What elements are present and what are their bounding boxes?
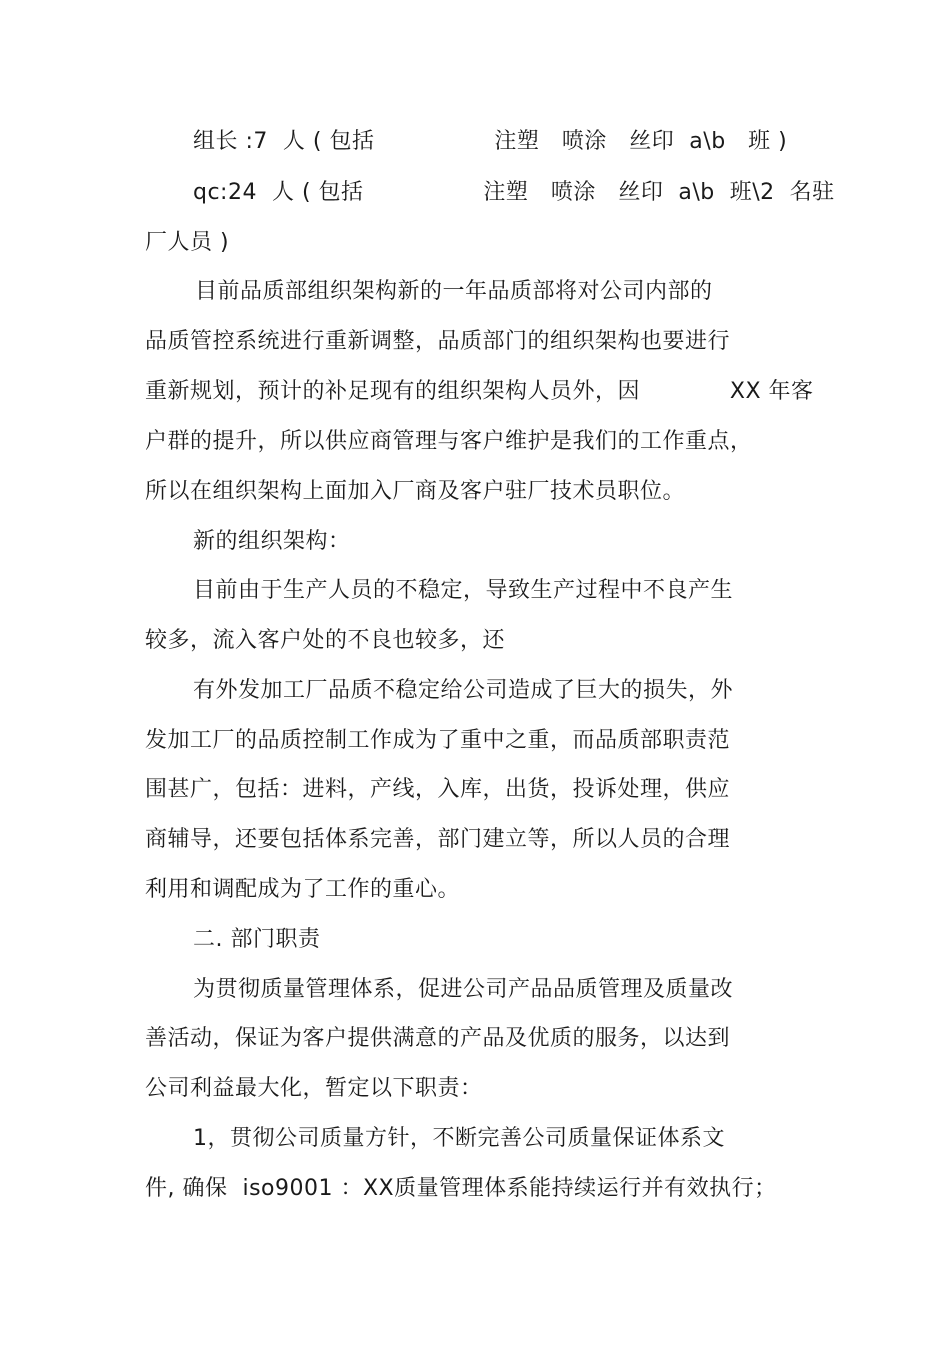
text-line-para1-2: 品质管控系统进行重新调整，品质部门的组织架构也要进行 xyxy=(145,329,731,354)
text-line-para3-2: 发加工厂的品质控制工作成为了重中之重，而品质部职责范 xyxy=(145,728,731,753)
text-line-para1-3: 重新规划，预计的补足现有的组织架构人员外，因 XX 年客 xyxy=(145,379,814,404)
text-line-para4-3: 公司利益最大化，暂定以下职责： xyxy=(145,1076,483,1101)
text-line-para2-2: 较多，流入客户处的不良也较多，还 xyxy=(145,628,506,653)
section-heading-new-structure: 新的组织架构： xyxy=(193,529,351,554)
text-line-para3-3: 围甚广，包括：进料，产线，入库，出货，投诉处理，供应 xyxy=(145,777,731,802)
text-line-para4-1: 为贯彻质量管理体系，促进公司产品品质管理及质量改 xyxy=(193,977,734,1002)
text-line-para2-1: 目前由于生产人员的不稳定，导致生产过程中不良产生 xyxy=(193,578,734,603)
list-item-1-line2: 件, 确保 iso9001 ：XX质量管理体系能持续运行并有效执行； xyxy=(145,1176,777,1201)
text-line-para3-4: 商辅导，还要包括体系完善，部门建立等，所以人员的合理 xyxy=(145,827,731,852)
text-line-para3-5: 利用和调配成为了工作的重心。 xyxy=(145,877,461,902)
text-line-team-leader: 组长 :7 人 ( 包括 注塑 喷涂 丝印 a\b 班 ) xyxy=(193,129,788,154)
text-line-para1-4: 户群的提升，所以供应商管理与客户维护是我们的工作重点， xyxy=(145,429,753,454)
text-line-para4-2: 善活动，保证为客户提供满意的产品及优质的服务，以达到 xyxy=(145,1026,731,1051)
text-line-para3-1: 有外发加工厂品质不稳定给公司造成了巨大的损失，外 xyxy=(193,678,734,703)
text-line-para1-5: 所以在组织架构上面加入厂商及客户驻厂技术员职位。 xyxy=(145,479,686,504)
text-line-para1-1: 目前品质部组织架构新的一年品质部将对公司内部的 xyxy=(195,279,713,304)
text-line-qc-staff: qc:24 人 ( 包括 注塑 喷涂 丝印 a\b 班\2 名驻 xyxy=(193,180,835,205)
section-heading-department-duties: 二. 部门职责 xyxy=(193,927,321,952)
text-line-factory-staff: 厂人员 ) xyxy=(145,230,230,255)
list-item-1-line1: 1，贯彻公司质量方针，不断完善公司质量保证体系文 xyxy=(193,1126,725,1151)
